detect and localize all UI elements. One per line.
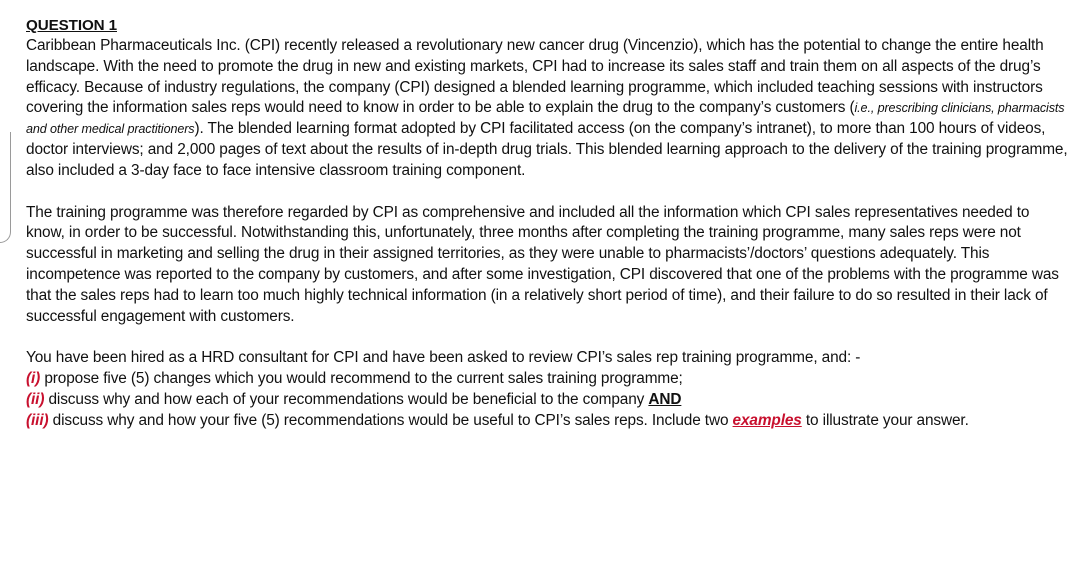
task-text-iii-tail: to illustrate your answer. [801, 411, 969, 429]
question-heading: QUESTION 1 [26, 17, 117, 34]
case-paragraph-2: The training programme was therefore regarded by CPI as comprehensive and included all the information which CPI sales representatives needed to know, in order to be successful. Notwithstanding this, unfortunately, three months after completing the training programme, many sales reps were not successful in marketing and selling the drug in their assigned territories, as they were unable to pharmacists’/doctors’ questions adequately. This incompetence was reported to the company by customers, and after some investigation, CPI discovered that one of the problems with the programme was that the sales reps had to learn too much highly technical information (in a relatively short period of time), and their failure to do so resulted in their lack of successful engagement with customers. [26, 203, 1059, 325]
task-item-iii [26, 411, 1072, 432]
task-numeral-ii: (ii) [26, 390, 45, 408]
case-paragraph-1-text-a: Caribbean Pharmaceuticals Inc. (CPI) recently released a revolutionary new cancer drug (Vincenzio), which has the potential to change the entire health landscape. With the need to promote the drug in new and existing markets, CPI had to increase its sales staff and train them on all aspects of the drug’s efficacy. Because of industry regulations, the company (CPI) designed a blended learning programme, which included teaching sessions with instructors covering the information sales reps would need to know in order to be able to explain the drug to the company’s customers ( [26, 37, 1044, 117]
task-text-i: propose five (5) changes which you would recommend to the current sales training programme; [40, 370, 683, 388]
task-numeral-iii: (iii) [26, 411, 49, 429]
task-numeral-i: (i) [26, 370, 41, 388]
paragraph-spacer [26, 327, 1072, 348]
case-paragraph-1 [26, 36, 1072, 182]
and-emphasis: AND [648, 390, 682, 408]
task-text-iii: discuss why and how your five (5) recommendations would be useful to CPI’s sales reps. Include two [48, 411, 733, 429]
case-paragraph-1-text-b: ). The blended learning format adopted by CPI facilitated access (on the company’s intranet), to more than 100 hours of videos, doctor interviews; and 2,000 pages of text about the results of in-depth drug trials. This blended learning approach to the delivery of the training programme, also included a 3-day face to face intensive classroom training component. [26, 120, 1068, 179]
examples-emphasis: examples [732, 411, 802, 429]
paragraph-spacer [26, 182, 1072, 203]
task-item-i [26, 369, 1072, 390]
margin-bracket-decoration [0, 132, 11, 243]
question-document [26, 15, 1072, 432]
task-item-ii [26, 390, 1072, 411]
task-intro: You have been hired as a HRD consultant for CPI and have been asked to review CPI’s sales rep training programme, and: - [26, 349, 861, 367]
customer-examples-italic: i.e., prescribing clinicians, pharmacists and other medical practitioners [26, 101, 1065, 137]
task-text-ii: discuss why and how each of your recommendations would be beneficial to the company [44, 390, 649, 408]
